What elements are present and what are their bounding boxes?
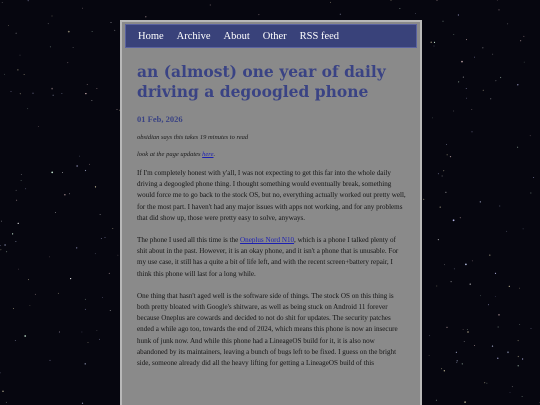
star: [21, 180, 22, 181]
star: [484, 382, 485, 383]
star: [490, 99, 491, 100]
star: [51, 88, 53, 90]
star: [88, 342, 89, 343]
star: [456, 362, 457, 363]
star: [24, 74, 25, 75]
star: [391, 0, 392, 1]
star: [95, 253, 96, 254]
star: [438, 239, 439, 240]
star: [466, 39, 467, 40]
star: [522, 358, 523, 359]
star: [117, 109, 118, 110]
star: [510, 392, 511, 393]
star: [509, 286, 510, 287]
star: [517, 147, 518, 148]
star: [467, 329, 468, 330]
star: [497, 0, 498, 1]
star: [518, 340, 519, 341]
star: [2, 391, 3, 392]
nav-other-link[interactable]: Other: [262, 30, 287, 42]
star: [533, 177, 534, 178]
star: [519, 288, 520, 289]
star: [18, 269, 19, 270]
star: [82, 8, 83, 9]
star: [112, 228, 113, 229]
nav-rss-link[interactable]: RSS feed: [299, 30, 340, 42]
star: [55, 212, 56, 213]
reading-time: obsidian says this takes 19 minutes to read: [137, 134, 249, 141]
star: [463, 329, 464, 330]
star: [11, 91, 12, 92]
star: [489, 255, 490, 256]
star: [4, 74, 5, 75]
star: [68, 31, 70, 33]
star: [76, 247, 77, 248]
nav-home-link[interactable]: Home: [138, 30, 164, 42]
article: [122, 48, 420, 369]
star: [522, 396, 523, 397]
nav-about-link[interactable]: About: [223, 30, 250, 42]
star: [53, 95, 54, 96]
star: [498, 327, 499, 328]
star: [69, 193, 70, 194]
star: [495, 296, 496, 297]
star: [28, 279, 29, 280]
paragraph-1: If I'm completely honest with y'all, I was not expecting to get this far into the whole daily driving a degoogled phone thing. I thought something would eventually break, something would force me to go back to the stock OS, but no, everything actually worked out pretty well, for the most part. I haven't had any major issues with apps not working, and for any problems that did show up, those were pretty easy to solve, anyways.: [137, 169, 406, 222]
star: [25, 188, 26, 189]
page-updates-prefix: look at the page updates: [137, 151, 203, 158]
star: [453, 111, 454, 112]
star: [457, 360, 458, 361]
star: [82, 332, 83, 333]
star: [13, 308, 14, 309]
post-title: an (almost) one year of daily driving a degoogled phone: [137, 62, 386, 101]
star: [458, 81, 459, 82]
star: [24, 335, 26, 337]
star: [85, 309, 86, 310]
star: [471, 109, 472, 110]
paragraph-2: [137, 235, 406, 280]
star: [16, 190, 17, 191]
star: [145, 16, 146, 17]
star: [20, 93, 21, 94]
star: [512, 386, 513, 387]
star: [444, 264, 445, 265]
star: [50, 47, 51, 48]
star: [52, 16, 53, 17]
star: [438, 173, 439, 174]
star: [466, 88, 467, 89]
star: [340, 14, 341, 15]
page-updates-line: [137, 151, 406, 158]
paragraph-2-after: , which is a phone I talked plenty of shit about in the past. However, it is an okay phone, and it isn't a phone that is unusable. For my use case, it still has a quite a bit of life left, and with the recent screen+battery repair, I think this phone will last for a long while.: [137, 236, 399, 278]
star: [461, 61, 463, 63]
star: [12, 233, 13, 234]
star: [64, 194, 65, 195]
star: [518, 356, 519, 357]
star: [16, 33, 17, 34]
star: [87, 84, 88, 85]
star: [496, 80, 497, 81]
star: [454, 269, 455, 270]
star: [443, 170, 444, 171]
star: [423, 199, 424, 200]
star: [440, 207, 441, 208]
star: [524, 36, 525, 37]
star: [16, 200, 17, 201]
star: [49, 257, 50, 258]
star: [330, 2, 331, 3]
star: [35, 294, 36, 295]
star: [531, 193, 532, 194]
star: [446, 144, 447, 145]
star: [450, 156, 451, 157]
star: [16, 241, 17, 242]
star: [8, 25, 9, 26]
nav-archive-link[interactable]: Archive: [176, 30, 211, 42]
star: [444, 370, 445, 371]
star: [432, 118, 433, 119]
star: [101, 238, 102, 239]
star: [445, 192, 446, 193]
star: [97, 88, 98, 89]
star: [32, 93, 33, 94]
star: [400, 8, 401, 9]
star: [6, 251, 7, 252]
star: [59, 331, 60, 332]
star: [488, 304, 489, 305]
star: [85, 299, 86, 300]
star: [483, 48, 484, 49]
star: [524, 62, 525, 63]
star: [109, 273, 110, 274]
star: [497, 358, 498, 359]
star: [30, 305, 31, 306]
star: [48, 23, 49, 24]
star: [38, 126, 39, 127]
star: [483, 90, 484, 91]
star: [67, 62, 68, 63]
star: [464, 401, 466, 403]
star: [6, 402, 7, 403]
star: [15, 340, 16, 341]
star: [499, 206, 500, 207]
star: [474, 57, 475, 58]
star: [27, 108, 28, 109]
star: [85, 363, 86, 364]
star: [85, 93, 86, 94]
star: [495, 273, 496, 274]
page-updates-suffix: .: [213, 151, 216, 158]
star: [436, 0, 437, 1]
star: [17, 69, 18, 70]
star: [520, 40, 521, 41]
star: [446, 327, 447, 328]
star: [463, 77, 464, 78]
star: [519, 324, 520, 325]
star: [474, 345, 475, 346]
star: [498, 314, 499, 315]
star: [102, 297, 103, 298]
star: [498, 9, 499, 10]
star: [472, 132, 473, 133]
star: [1, 221, 2, 222]
star: [480, 201, 481, 202]
star: [531, 328, 532, 329]
star: [500, 77, 501, 78]
star: [73, 47, 74, 48]
star: [436, 400, 437, 401]
star: [4, 244, 6, 246]
star: [470, 284, 471, 285]
star: [467, 331, 468, 332]
star: [451, 281, 452, 282]
star: [523, 229, 524, 230]
star: [210, 5, 211, 6]
star: [517, 84, 518, 85]
star: [97, 330, 98, 331]
star: [50, 360, 51, 361]
star: [0, 249, 1, 250]
post-date: 01 Feb, 2026: [137, 114, 183, 124]
star: [441, 368, 442, 369]
star: [89, 164, 90, 165]
star: [447, 155, 448, 156]
star: [480, 295, 481, 296]
star: [21, 174, 22, 175]
star: [114, 30, 115, 31]
star: [105, 237, 106, 238]
star: [429, 355, 430, 356]
star: [453, 34, 454, 35]
star: [442, 176, 443, 177]
star: [92, 100, 93, 101]
star: [85, 170, 86, 171]
star: [518, 365, 519, 366]
star: [472, 261, 473, 262]
star: [59, 332, 60, 333]
star: [436, 286, 437, 287]
star: [466, 98, 467, 99]
star: [456, 352, 457, 353]
star: [460, 217, 461, 218]
paragraph-2-before: The phone I used all this time is the: [137, 236, 241, 245]
phone-model-link[interactable]: Oneplus Nord N10: [240, 236, 295, 245]
star: [487, 383, 488, 384]
star: [110, 310, 111, 311]
star: [507, 351, 509, 353]
star: [259, 14, 260, 15]
paragraph-3: One thing that hasn't aged well is the software side of things. The stock OS on this thing is both pretty bloated with Google's shitware, as well as being stuck on Android 11 forever because Oneplus are cowards and decided to not do shit for updates. The security patches ended a while ago too, towards the end of 2024, which means this phone is now an insecure hunk of junk now. And while this phone had a LineageOS build for it, it is also now abandoned by its maintainers, leaving a bunch of bugs left to be fixed. I guess on the bright side, someone already did all the heavy lifting for getting a LineageOS build of this: [137, 291, 398, 368]
star: [458, 14, 459, 15]
star: [507, 24, 508, 25]
star: [443, 21, 444, 22]
star: [434, 46, 435, 47]
star: [2, 2, 3, 3]
star: [79, 156, 80, 157]
star: [415, 13, 416, 14]
star: [18, 223, 19, 224]
star: [95, 186, 96, 187]
star: [464, 341, 465, 342]
page-updates-link[interactable]: here: [202, 151, 214, 158]
star: [58, 293, 59, 294]
star: [77, 165, 78, 166]
page-container: [120, 20, 422, 405]
star: [506, 231, 507, 232]
star: [118, 255, 119, 256]
star: [28, 0, 29, 1]
star: [99, 339, 100, 340]
star: [100, 214, 101, 215]
star: [465, 264, 467, 266]
star: [462, 363, 463, 364]
star: [429, 335, 430, 336]
star: [492, 346, 493, 347]
star: [62, 172, 63, 173]
star: [0, 245, 1, 246]
star: [111, 22, 112, 23]
star: [20, 55, 21, 56]
star: [453, 219, 455, 221]
star: [70, 278, 71, 279]
star: [92, 31, 93, 32]
star: [434, 42, 435, 43]
star: [530, 135, 531, 136]
star: [82, 403, 83, 404]
star: [492, 54, 493, 55]
star: [431, 42, 432, 43]
star: [62, 93, 63, 94]
top-nav: [125, 24, 417, 48]
star: [51, 172, 53, 174]
